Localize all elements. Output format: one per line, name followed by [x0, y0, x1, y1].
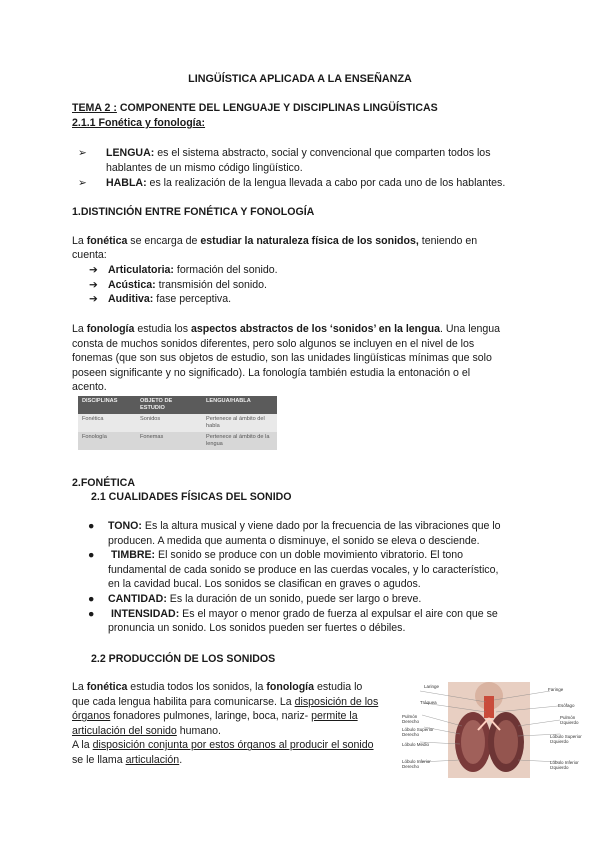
- quality-term: TONO:: [108, 520, 142, 532]
- comparison-table: [78, 396, 277, 450]
- aspect-item: [89, 292, 389, 307]
- bullet-dot-icon: ●: [88, 607, 95, 620]
- term-fonologia: fonología: [266, 681, 315, 693]
- quality-cantidad: [88, 592, 548, 607]
- aspect-text: fase perceptiva.: [153, 293, 232, 306]
- paragraph-line: [72, 724, 402, 739]
- text-span: se le llama: [72, 753, 126, 766]
- figure-label: Faringe: [548, 687, 564, 692]
- aspect-item: [89, 263, 389, 278]
- underlined-text: disposición de los: [294, 695, 379, 708]
- arrow-bullet-icon: ➢: [78, 177, 87, 189]
- trachea-shape: [484, 696, 494, 718]
- text-span: fonadores pulmones, laringe, boca, nariz-: [110, 710, 312, 723]
- bullet-dot-icon: ●: [88, 549, 95, 562]
- quality-text: El sonido se produce con un doble movimiento vibratorio. El tono: [155, 549, 464, 562]
- quality-text: producen. A medida que aumenta o disminuye, el sonido se eleva o desciende.: [108, 534, 480, 547]
- table-cell: Pertenece al ámbito del habla: [202, 414, 277, 432]
- table-cell: Pertenece al ámbito de la lengua: [202, 432, 277, 450]
- aspect-term: Acústica:: [108, 278, 156, 291]
- emphasis-text: aspectos abstractos de los ‘sonidos’ en la lengua: [190, 323, 440, 335]
- paragraph-line: [72, 680, 402, 695]
- figure-label: Lóbulo Inferior Derecho: [402, 759, 431, 769]
- underlined-text: articulación del sonido: [72, 724, 177, 737]
- paragraph-line: [72, 753, 402, 768]
- qualities-list: [88, 519, 548, 636]
- definition-term: LENGUA:: [106, 147, 155, 159]
- quality-text: pronuncia un sonido. Los sonidos pueden ser fuertes o débiles.: [108, 622, 406, 635]
- arrow-right-icon: ➔: [89, 293, 98, 306]
- arrow-right-icon: ➔: [89, 264, 98, 276]
- paragraph-line: [72, 695, 402, 710]
- tema-title: COMPONENTE DEL LENGUAJE Y DISCIPLINAS LINGÜÍSTICAS: [116, 102, 438, 114]
- table-header-row: [78, 396, 277, 414]
- paragraph-line: acento.: [72, 381, 107, 394]
- quality-text: Es la altura musical y viene dado por la frecuencia de las vibraciones que lo: [141, 520, 501, 532]
- paragraph-line: poseen significante y no significado). La fonología también estudia la entonación o el: [72, 366, 471, 379]
- definition-text: es el sistema abstracto, social y convencional que comparten todos los: [154, 147, 491, 159]
- figure-label: Lóbulo Inferior Izquierdo: [550, 760, 579, 770]
- quality-tono: [88, 519, 548, 548]
- quality-text: en la cavidad bucal. Los sonidos se clasifican en graves o agudos.: [108, 578, 421, 591]
- section-2-2-heading: 2.2 PRODUCCIÓN DE LOS SONIDOS: [91, 653, 276, 665]
- arrow-bullet-icon: ➢: [78, 147, 87, 159]
- paragraph-line: consta de muchos sonidos diferentes, pero solo algunos se incluyen en el nivel de los: [72, 337, 475, 350]
- table-header: DISCIPLINAS: [78, 396, 136, 414]
- figure-label: Tráquea: [420, 700, 437, 705]
- quality-term: TIMBRE:: [110, 549, 156, 562]
- text-span: .: [179, 753, 183, 766]
- quality-term: CANTIDAD:: [108, 592, 167, 605]
- term-fonologia: fonología: [86, 323, 135, 335]
- fonetica-paragraph-line1: [72, 234, 477, 249]
- paragraph-line: [72, 322, 542, 337]
- underlined-text: órganos: [72, 710, 111, 723]
- text-span: humano.: [176, 724, 221, 737]
- paragraph-line: [72, 738, 402, 753]
- table-row: [78, 414, 277, 432]
- bullet-dot-icon: ●: [88, 592, 95, 605]
- aspect-term: Auditiva:: [108, 293, 154, 306]
- text-span: que cada lengua habilita para comunicarse. La: [72, 695, 295, 708]
- underlined-text: permite la: [311, 710, 358, 723]
- definition-text: es la realización de la lengua llevada a cabo por cada uno de los hablantes.: [146, 177, 506, 189]
- fonologia-paragraph: [72, 322, 542, 395]
- respiratory-system-figure: [400, 682, 590, 778]
- table-row: [78, 432, 277, 450]
- text-span: estudia todos los sonidos, la: [127, 681, 267, 693]
- fonetica-paragraph-line2: cuenta:: [72, 249, 107, 261]
- figure-label: Lóbulo Superior Derecho: [402, 727, 434, 737]
- underlined-text: disposición conjunta por estos órganos al producir el sonido: [92, 739, 374, 752]
- figure-label: Lóbulo Medio: [402, 742, 430, 747]
- figure-label: Esófago: [558, 703, 575, 708]
- bullet-dot-icon: ●: [88, 520, 95, 532]
- quality-term: INTENSIDAD:: [110, 607, 180, 620]
- aspect-text: formación del sonido.: [173, 264, 278, 276]
- underlined-text: articulación: [125, 753, 180, 766]
- production-paragraph: [72, 680, 402, 768]
- quality-text: Es el mayor o menor grado de fuerza al expulsar el aire con que se: [179, 607, 498, 620]
- paragraph-line: fonemas (que son sus objetos de estudio, son las unidades lingüísticas mínimas que solo: [72, 352, 492, 365]
- document-title: LINGÜÍSTICA APLICADA A LA ENSEÑANZA: [188, 73, 412, 85]
- table-header: OBJETO DE ESTUDIO: [136, 396, 202, 414]
- text-span: se encarga de: [127, 235, 201, 247]
- tema-label: TEMA 2 :: [72, 102, 117, 114]
- emphasis-text: estudiar la naturaleza física de los sonidos,: [200, 235, 419, 247]
- arrow-right-icon: ➔: [89, 278, 98, 291]
- definition-continuation: hablantes de un mismo código lingüístico.: [106, 162, 303, 174]
- term-fonetica: fonética: [86, 235, 128, 247]
- text-span: La: [72, 235, 87, 247]
- section-1-heading: 1.DISTINCIÓN ENTRE FONÉTICA Y FONOLOGÍA: [72, 206, 315, 218]
- quality-intensidad: [88, 607, 548, 636]
- figure-label: Pulmón Derecho: [402, 714, 420, 724]
- figure-label: Laringe: [424, 684, 440, 689]
- text-span: La: [72, 681, 87, 693]
- section-2-1-heading: 2.1 CUALIDADES FÍSICAS DEL SONIDO: [91, 491, 292, 503]
- text-span: estudia los: [134, 323, 191, 335]
- definition-habla: [78, 176, 538, 191]
- quality-timbre: [88, 548, 548, 592]
- quality-text: fundamental de cada sonido se produce en las cuerdas vocales, y lo característico,: [108, 563, 499, 576]
- table-cell: Fonología: [78, 432, 136, 450]
- aspect-text: transmisión del sonido.: [155, 278, 267, 291]
- term-fonetica: fonética: [86, 681, 128, 693]
- definition-list: [78, 146, 538, 191]
- text-span: A la: [72, 739, 93, 752]
- aspect-list: [89, 263, 389, 307]
- definition-lengua: [78, 146, 538, 161]
- definition-term: HABLA:: [106, 177, 147, 189]
- tema-heading: [72, 101, 438, 116]
- aspect-item: [89, 278, 389, 293]
- figure-label: Lóbulo Superior Izquierdo: [550, 734, 582, 744]
- text-span: teniendo en: [418, 235, 478, 247]
- table-cell: Fonética: [78, 414, 136, 432]
- text-span: estudia lo: [314, 681, 363, 693]
- table-cell: Fonemas: [136, 432, 202, 450]
- quality-text: Es la duración de un sonido, puede ser largo o breve.: [166, 592, 422, 605]
- section-2-1-1-heading: 2.1.1 Fonética y fonología:: [72, 117, 206, 129]
- text-span: . Una lengua: [439, 323, 501, 335]
- text-span: La: [72, 323, 87, 335]
- paragraph-line: [72, 709, 402, 724]
- section-2-heading: 2.FONÉTICA: [72, 477, 135, 489]
- aspect-term: Articulatoria:: [108, 264, 174, 276]
- figure-label: Pulmón Izquierdo: [560, 715, 579, 725]
- table-cell: Sonidos: [136, 414, 202, 432]
- table-header: LENGUA/HABLA: [202, 396, 277, 414]
